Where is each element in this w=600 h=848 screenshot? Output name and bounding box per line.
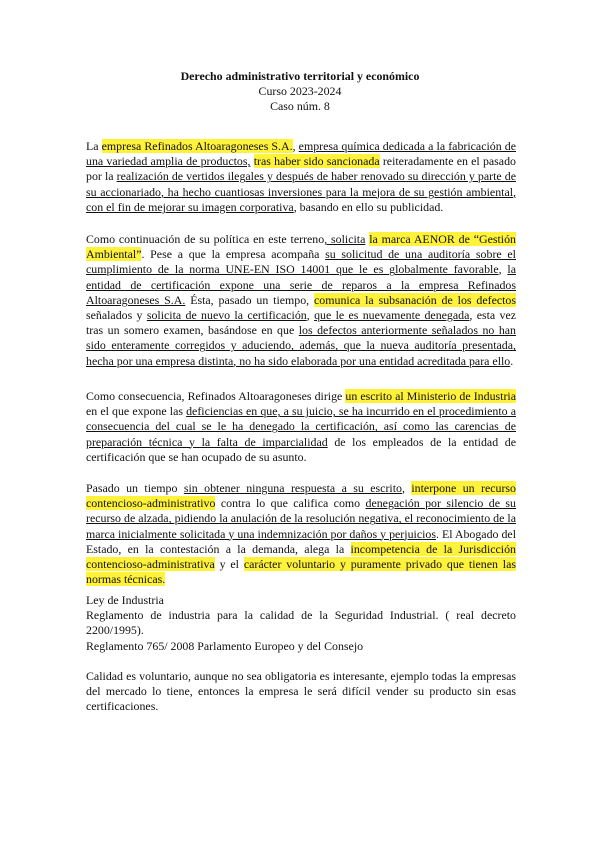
text-segment: Como continuación de su política en este terreno — [86, 232, 325, 246]
text-segment: , — [292, 139, 299, 153]
text-segment: , esta vez tras un somero examen, basándose en que — [86, 308, 517, 338]
text-segment: , — [498, 262, 508, 277]
text-segment: señalados y — [86, 308, 147, 323]
underlined-text: deficiencias en que, a su juicio, se ha incurrido en el procedimiento a consecuencia del cual se le ha denegado la certificación, así como las carencias de preparación técnica y la falta de imparcialidad — [86, 404, 516, 449]
text-segment: . — [510, 353, 514, 368]
document-header — [0, 69, 600, 115]
highlighted-text: incompetencia de la Jurisdicción contencioso-administrativa — [86, 541, 516, 572]
text-segment: de los empleados de la entidad de certificación que se han ocupado de su asunto. — [86, 434, 516, 464]
case-paragraph-1 — [86, 139, 516, 215]
text-segment: , — [401, 481, 412, 495]
underlined-text: , solicita — [324, 232, 366, 246]
highlighted-text: empresa Refinados Altoaragoneses S.A. — [101, 139, 293, 153]
text-segment: y el — [214, 557, 244, 572]
underlined-text: que le es nuevamente denegada — [314, 308, 470, 323]
underlined-text: su solicitud de una auditoría sobre el cumplimiento de la norma UNE-EN ISO 14001 que le es globalmente favorable — [86, 247, 516, 277]
highlighted-text: comunica la subsanación de los defectos — [314, 292, 517, 307]
handwritten-note: Calidad es voluntario, aunque no sea obligatoria es interesante, ejemplo todas la empresas del mercado lo tiene, entonces la empresa le será difícil vender su producto sin esas certificaciones. — [86, 668, 516, 714]
text-segment: Pasado un tiempo — [86, 481, 184, 495]
case-paragraph-4 — [86, 481, 516, 587]
text-segment: Como consecuencia, Refinados Altoaragoneses dirige — [86, 389, 346, 403]
highlighted-text: un escrito al Ministerio de Industria — [345, 389, 516, 403]
references-list — [86, 593, 516, 714]
document-title: Derecho administrativo territorial y económico — [180, 69, 420, 83]
text-segment: La — [86, 139, 102, 153]
text-segment: en el que expone las — [86, 404, 187, 419]
underlined-text: empresa química dedicada a la fabricación de una variedad amplia de productos, — [86, 139, 517, 169]
text-segment: contra lo que califica como — [215, 496, 366, 511]
reference-item: Reglamento 765/ 2008 Parlamento Europeo y del Consejo — [86, 638, 364, 653]
text-segment: . Pese a que la empresa acompaña — [141, 247, 326, 262]
reference-item: Ley de Industria — [86, 593, 164, 607]
case-paragraph-2 — [86, 232, 516, 369]
underlined-text: sin obtener ninguna respuesta a su escrito — [183, 481, 402, 495]
text-segment: Ésta, pasado un tiempo, — [185, 292, 315, 307]
case-number: Caso núm. 8 — [270, 99, 330, 114]
text-segment: , — [306, 308, 315, 323]
text-segment: , basando en ello su publicidad. — [293, 199, 444, 214]
underlined-text: solicita de nuevo la certificación — [146, 308, 307, 323]
highlighted-text: la marca AENOR de “Gestión Ambiental” — [86, 232, 516, 262]
text-segment: . El Abogado del Estado, en la contestación a la demanda, alega la — [86, 526, 517, 556]
underlined-text: realización de vertidos ilegales y después de haber renovado su dirección y parte de su accionariado, ha hecho cuantiosas inversiones para la mejora de su gestión ambiental, con el fin de mejorar su imagen corporativa — [86, 169, 516, 214]
text-segment: reiteradamente en el pasado por la — [86, 154, 516, 184]
highlighted-text: tras haber sido sancionada — [253, 154, 380, 169]
underlined-text: denegación por silencio de su recurso de alzada, pidiendo la anulación de la resolución negativa, el reconocimiento de la marca inicialmente solicitada y una indemnización por daños y perjuicios — [86, 496, 516, 541]
reference-item: Reglamento de industria para la calidad de la Seguridad Industrial. ( real decreto 2200/1995). — [86, 608, 516, 638]
highlighted-text: carácter voluntario y puramente privado que tienen las normas técnicas. — [86, 557, 516, 587]
spacer — [86, 654, 516, 669]
underlined-text: los defectos anteriormente señalados no han sido enteramente corregidos y aduciendo, además, que la nueva auditoría presentada, hecha por una empresa distinta, no ha sido elaborada por una entidad acreditada para ello — [86, 323, 517, 368]
course-label: Curso 2023-2024 — [258, 84, 342, 99]
case-paragraph-3 — [86, 389, 516, 465]
underlined-text: la entidad de certificación expone una serie de reparos a la empresa Refinados Altoaragoneses S.A. — [86, 262, 516, 307]
highlighted-text: interpone un recurso contencioso-administrativo — [86, 481, 516, 511]
